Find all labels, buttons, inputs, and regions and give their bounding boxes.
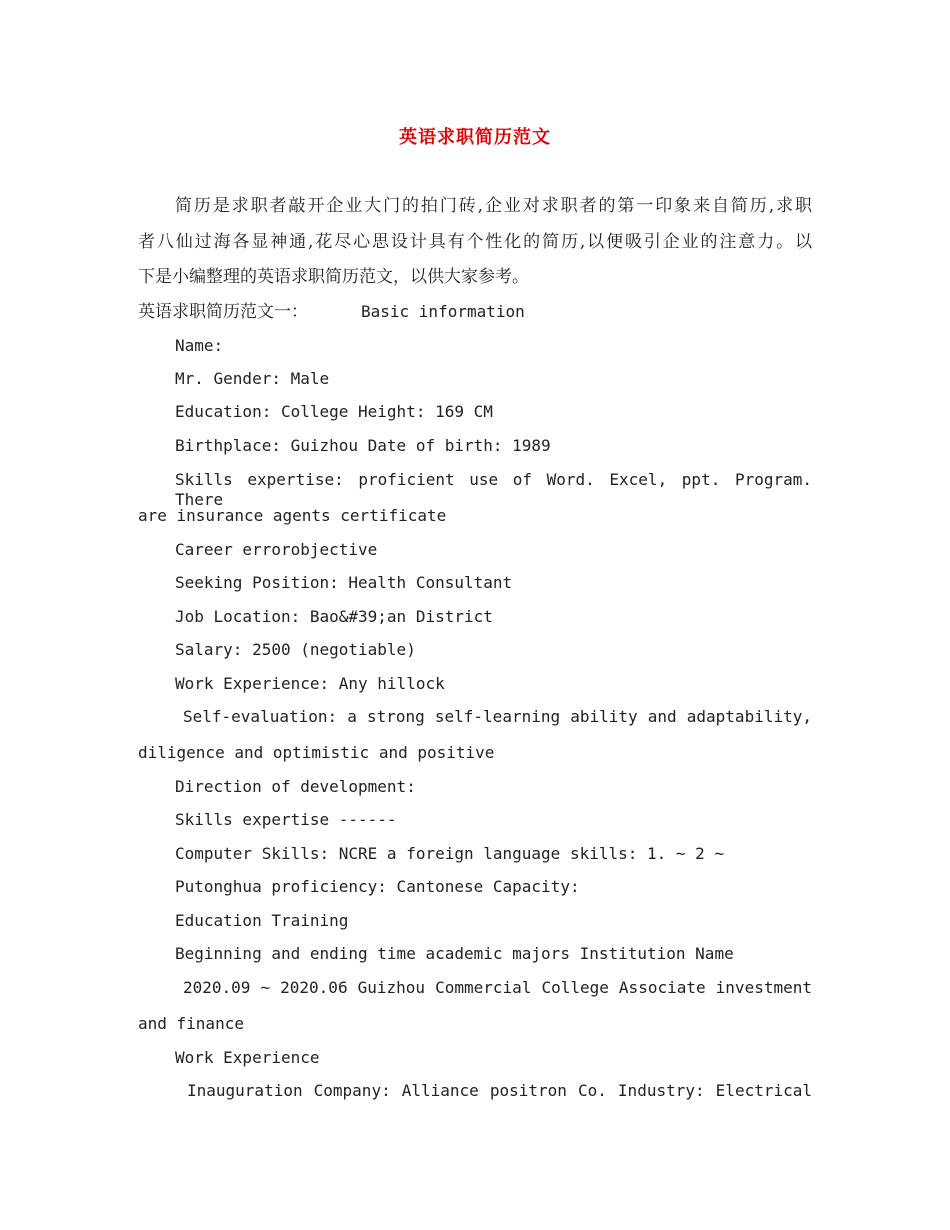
education-row-line-2: and finance — [138, 1014, 244, 1033]
work-experience-heading: Work Experience — [175, 1048, 320, 1067]
work-experience-line: Work Experience: Any hillock — [175, 674, 445, 693]
putonghua-line: Putonghua proficiency: Cantonese Capacity: — [175, 877, 580, 896]
intro-line-2: 者八仙过海各显神通,花尽心思设计具有个性化的简历,以便吸引企业的注意力。以 — [138, 232, 812, 252]
seeking-line: Seeking Position: Health Consultant — [175, 573, 513, 592]
inauguration-line: Inauguration Company: Alliance positron Co. Industry: Electrical — [187, 1081, 812, 1100]
intro-line-3: 下是小编整理的英语求职简历范文，以供大家参考。 — [138, 267, 529, 287]
section-heading-en: Basic information — [361, 302, 525, 321]
gender-line: Mr. Gender: Male — [175, 369, 330, 388]
location-line: Job Location: Bao&#39;an District — [175, 607, 493, 626]
education-row-line-1: 2020.09 ~ 2020.06 Guizhou Commercial College Associate investment — [183, 978, 812, 997]
section-heading: 英语求职简历范文一： — [138, 302, 308, 322]
education-training-line: Education Training — [175, 911, 349, 930]
name-line: Name: — [175, 336, 224, 355]
skills-expertise-line: Skills expertise ------ — [175, 810, 397, 829]
skills-line-2: are insurance agents certificate — [138, 506, 447, 525]
career-line: Career errorobjective — [175, 540, 378, 559]
self-evaluation-line-1: Self-evaluation: a strong self-learning ability and adaptability, — [183, 707, 812, 726]
salary-line: Salary: 2500 (negotiable) — [175, 640, 416, 659]
self-evaluation-line-2: diligence and optimistic and positive — [138, 743, 495, 762]
education-line: Education: College Height: 169 CM — [175, 402, 493, 421]
computer-skills-line: Computer Skills: NCRE a foreign language skills: 1. ~ 2 ~ — [175, 844, 725, 863]
direction-line: Direction of development: — [175, 777, 416, 796]
document-title: 英语求职简历范文 — [399, 127, 551, 148]
skills-line-1: Skills expertise: proficient use of Word. Excel, ppt. Program. There — [175, 470, 812, 509]
birthplace-line: Birthplace: Guizhou Date of birth: 1989 — [175, 436, 551, 455]
beginning-line: Beginning and ending time academic majors Institution Name — [175, 944, 734, 963]
intro-line-1: 简历是求职者敲开企业大门的拍门砖,企业对求职者的第一印象来自简历,求职 — [175, 196, 812, 216]
